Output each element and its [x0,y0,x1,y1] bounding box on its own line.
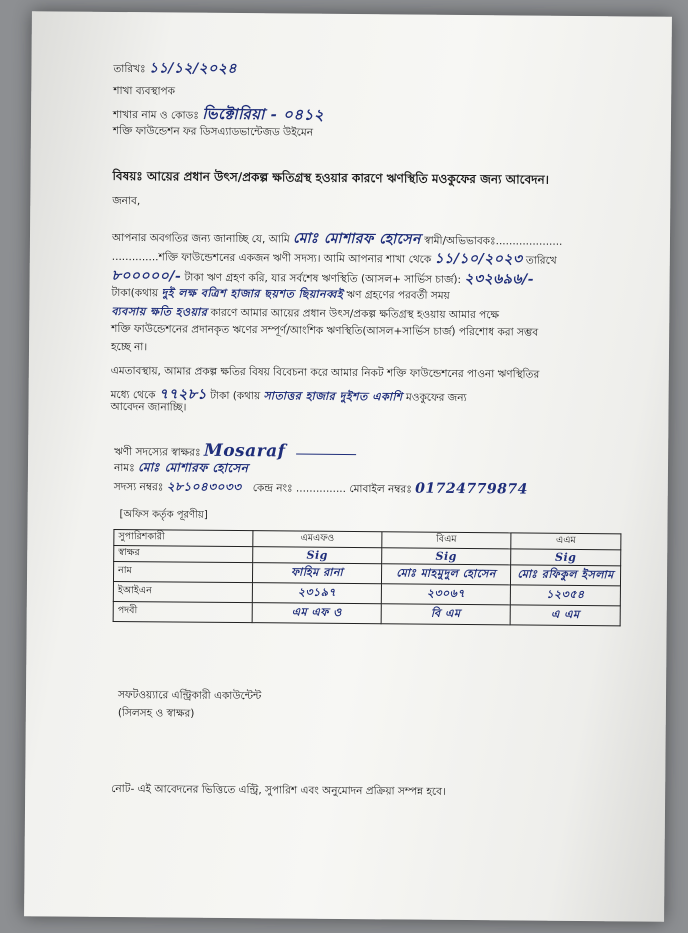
date-label: তারিখঃ [113,62,146,76]
footer-note: নোট- এই আবেদনের ভিত্তিতে এন্ট্রি, সুপারিশ এবং অনুমোদন প্রক্রিয়া সম্পন্ন হবে। [111,782,446,798]
balance-words-handwritten: দুই লক্ষ বত্রিশ হাজার ছয়শত ছিয়ানব্বই [161,286,344,301]
software-entry-label: সফটওয়্যারে এন্ট্রিকারী একাউন্টেন্ট [117,689,262,703]
mfo-designation: এম এফ ও [252,603,381,624]
member-signature-label: ঋণী সদস্যের স্বাক্ষরঃ [114,445,201,459]
member-id-value: ২৮১০৪৩০৩৩ [166,479,242,495]
waiver-amount-handwritten: ৭৭২৮১ [158,386,207,403]
member-name-label: নামঃ [113,461,135,475]
para2-line1: এমতাবস্থায়, আমার প্রকল্প ক্ষতির বিষয় বিবেচনা করে আমার নিকট শক্তি ফাউন্ডেশনের পাওনা ঋণস্থিতির [110,364,540,381]
am-name: মোঃ রফিকুল ইসলাম [510,565,620,586]
signature-stroke [296,454,356,456]
subject-line: বিষয়ঃ আয়ের প্রধান উৎস/প্রকল্প ক্ষতিগ্রস্থ হওয়ার কারণে ঋণস্থিতি মওকুফের জন্য আবেদন। [112,168,549,187]
member-name-value: মোঃ মোশারফ হোসেন [138,460,249,476]
member-id-line [114,478,528,502]
am-designation: এ এম [510,605,620,626]
loan-amount-handwritten: ৮০০০০০/- [111,267,182,285]
header-bm: বিএম [382,532,511,549]
para1-line6: শক্তি ফাউন্ডেশনের প্রদানকৃত ঋণের সম্পূর্ণ/আংশিক ঋণস্থিতি(আসল+সার্ভিস চার্জ) পরিশোধ করা সম্ভব [111,322,539,339]
member-name-line [114,459,249,480]
salutation: জনাব, [112,194,141,208]
date-line [113,56,237,81]
para1-text: তারিখে [525,254,557,267]
para2-text: মধ্যে থেকে [110,388,156,402]
bm-signature: Sig [382,548,511,565]
application-paper [24,11,672,922]
office-use-label: [অফিস কর্তৃক পূরণীয়] [119,509,208,521]
para2-text: টাকা (কথায় [210,389,261,403]
header-mfo: এমএফও [253,531,382,548]
mfo-signature: Sig [253,547,382,564]
row-label: পদবী [113,601,252,622]
para2-text: মওকুফের জন্য [405,391,467,405]
row-label: ইআইএন [113,581,252,602]
para1-text: ঋণ গ্রহণের পরবর্তী সময় [346,288,450,302]
row-label: স্বাক্ষর [114,545,253,562]
mobile-label: মোবাইল নম্বরঃ [349,483,412,496]
bm-name: মোঃ মাহমুদুল হোসেন [381,564,510,585]
para1-line7: হচ্ছে না। [110,340,148,354]
para1-text: আপনার অবগতির জন্য জানাচ্ছি যে, আমি [111,231,290,246]
para1-text: ..............শক্তি ফাউন্ডেশনের একজন ঋণী সদস্য। আমি আপনার শাখা থেকে [111,250,432,266]
para1-text: কারণে আমার আয়ের প্রধান উৎস/প্রকল্প ক্ষতিগ্রস্থ হওয়ায় আমার পক্ষে [210,306,500,322]
date-value: ১১/১২/২০২৪ [148,60,238,78]
software-entry-sub: (সিলসহ ও স্বাক্ষর) [117,707,195,720]
branch-value: ভিক্টোরিয়া - ০৪১২ [202,104,325,124]
para2-line3: আবেদন জানাচ্ছি। [110,400,187,414]
member-id-label: সদস্য নম্বরঃ [113,480,164,494]
addressee-title: শাখা ব্যবস্থাপক [113,84,176,98]
am-ein: ১২৩৫৪ [510,585,620,606]
para1-text: স্বামী/অভিভাবকঃ.................... [424,234,563,248]
bm-ein: ২৩০৬৭ [381,584,510,605]
organization-name: শক্তি ফাউন্ডেশন ফর ডিসএ্যাডভান্টেজড উইমেন [112,124,314,139]
office-table [113,529,622,626]
header-am: এএম [511,533,621,550]
waiver-words-handwritten: সাতাত্তর হাজার দুইশত একাশি [263,389,403,404]
branch-label: শাখার নাম ও কোডঃ [113,108,199,122]
loan-date-handwritten: ১১/১০/২০২৩ [434,250,523,268]
header-recommender: সুপারিশকারী [114,529,253,546]
mfo-ein: ২৩১৯৭ [252,583,381,604]
para1-text: টাকা ঋণ গ্রহণ করি, যার সর্বশেষ ঋণস্থিতি (আসল+ সার্ভিস চার্জ): [184,271,462,286]
reason-handwritten: ব্যবসায় ক্ষতি হওয়ার [111,304,208,319]
row-label: নাম [113,561,252,582]
table-row [113,601,620,625]
member-name-handwritten: মোঃ মোশারফ হোসেন [293,230,422,248]
mobile-value: 01724779874 [415,480,528,498]
bm-designation: বি এম [381,604,510,625]
mfo-name: ফাহিম রানা [252,563,381,584]
am-signature: Sig [511,549,621,566]
center-label: কেন্দ্র নংঃ ............... [252,482,347,495]
balance-handwritten: ২৩২৬৯৬/- [464,271,535,288]
para1-text: টাকা(কথায় [111,286,159,300]
member-signature: Mosaraf [203,440,286,462]
